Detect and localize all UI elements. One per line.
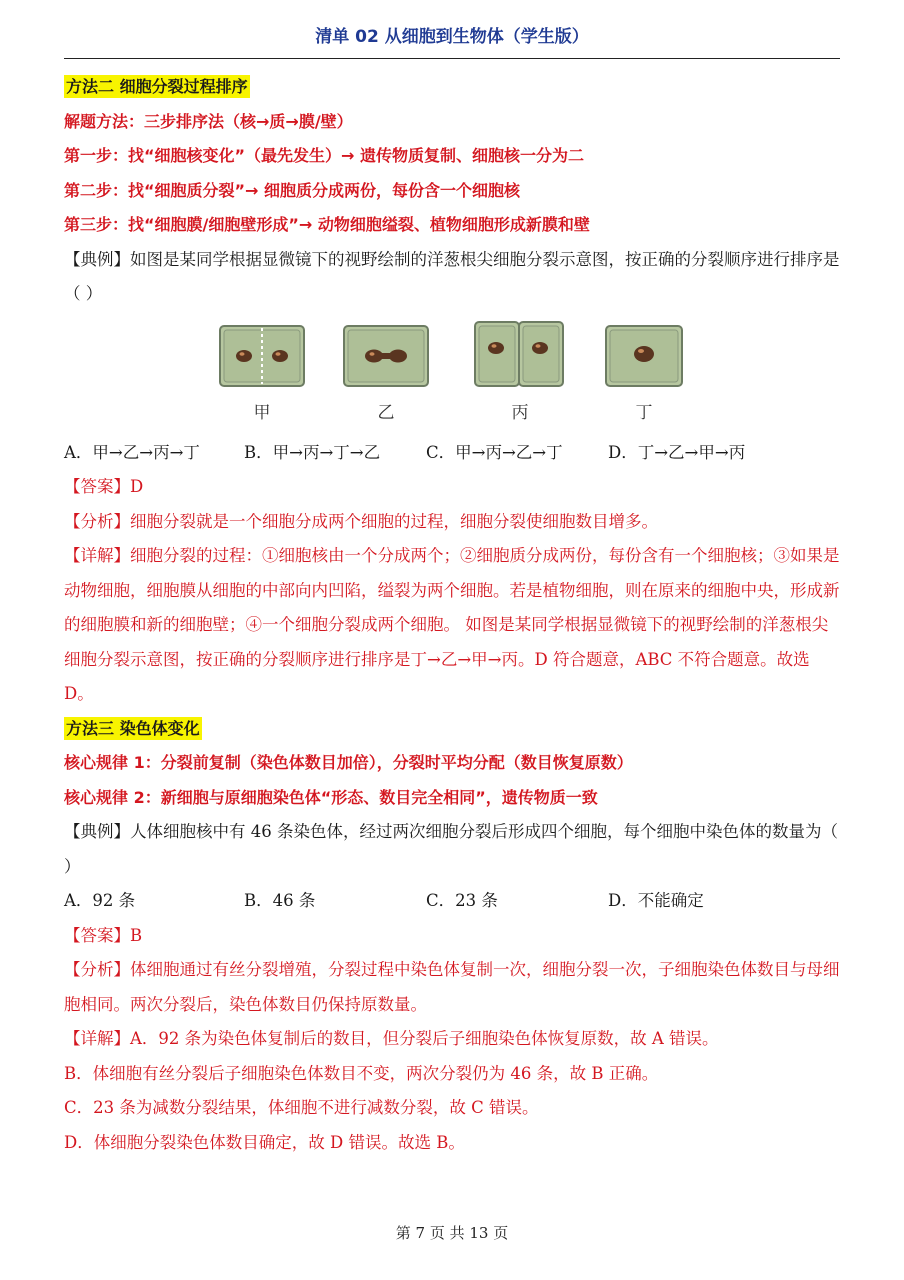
method2-step3: 第三步：找“细胞膜/细胞壁形成”→ 动物细胞缢裂、植物细胞形成新膜和壁 bbox=[64, 215, 590, 234]
method3-rule1: 核心规律 1：分裂前复制（染色体数目加倍），分裂时平均分配（数目恢复原数） bbox=[64, 753, 633, 772]
method3-rule2: 核心规律 2：新细胞与原细胞染色体“形态、数目完全相同”，遗传物质一致 bbox=[64, 787, 598, 807]
cell-diagram-yi bbox=[340, 318, 432, 396]
page-content bbox=[64, 68, 842, 1160]
method2-option-a[interactable]: A．甲→乙→丙→丁 bbox=[64, 442, 200, 462]
method2-options bbox=[64, 436, 842, 471]
method3-detail-a: 【详解】A．92 条为染色体复制后的数目，但分裂后子细胞染色体恢复原数，故 A 错误。 bbox=[64, 1029, 719, 1048]
cell-division-figure bbox=[64, 318, 842, 436]
header-rule bbox=[64, 58, 840, 59]
method3-example-tag: 【典例】 bbox=[64, 822, 130, 841]
method2-detail: 【详解】细胞分裂的过程：①细胞核由一个分成两个；②细胞质分成两份，每份含有一个细胞核；③如果是动物细胞，细胞膜从细胞的中部向内凹陷，缢裂为两个细胞。若是植物细胞，则在原来的细胞中央，形成新的细胞膜和新的细胞壁；④一个细胞分裂成两个细胞。 如图是某同学根据显微镜下的视野绘制的洋葱根尖细胞分裂示意图，按正确的分裂顺序进行排序是丁→乙→甲→丙。D 符合题意，ABC 不符合题意。故选 D。 bbox=[64, 546, 840, 703]
method2-option-d[interactable]: D．丁→乙→甲→丙 bbox=[608, 442, 746, 462]
method3-options bbox=[64, 884, 842, 919]
method3-option-d[interactable]: D．不能确定 bbox=[608, 891, 704, 910]
method3-option-a[interactable]: A．92 条 bbox=[64, 891, 136, 910]
method2-step2: 第二步：找“细胞质分裂”→ 细胞质分成两份，每份含一个细胞核 bbox=[64, 180, 521, 200]
method2-analysis: 【分析】细胞分裂就是一个细胞分成两个细胞的过程，细胞分裂使细胞数目增多。 bbox=[64, 511, 658, 531]
method3-heading-line bbox=[64, 712, 842, 747]
method2-heading-line bbox=[64, 70, 842, 105]
method3-option-c[interactable]: C．23 条 bbox=[426, 891, 498, 910]
method3-option-b[interactable]: B．46 条 bbox=[244, 891, 316, 910]
method2-answer: 【答案】D bbox=[64, 477, 144, 496]
method3-answer: 【答案】B bbox=[64, 925, 143, 945]
label-ding: 丁 bbox=[635, 402, 653, 423]
method3-detail-c: C．23 条为减数分裂结果，体细胞不进行减数分裂，故 C 错误。 bbox=[64, 1098, 539, 1117]
method2-step1: 第一步：找“细胞核变化”（最先发生）→ 遗传物质复制、细胞核一分为二 bbox=[64, 146, 585, 165]
method2-option-c[interactable]: C．甲→丙→乙→丁 bbox=[426, 442, 563, 462]
method3-detail-d: D．体细胞分裂染色体数目确定，故 D 错误。故选 B。 bbox=[64, 1132, 465, 1152]
method2-heading: 方法二 细胞分裂过程排序 bbox=[66, 77, 248, 96]
cell-diagram-bing bbox=[472, 318, 566, 396]
method3-heading: 方法三 染色体变化 bbox=[66, 718, 200, 738]
method3-analysis: 【分析】体细胞通过有丝分裂增殖，分裂过程中染色体复制一次，细胞分裂一次，子细胞染色体数目与母细胞相同。两次分裂后，染色体数目仍保持原数量。 bbox=[64, 960, 840, 1014]
method3-example-text: 人体细胞核中有 46 条染色体，经过两次细胞分裂后形成四个细胞，每个细胞中染色体的数量为（ ） bbox=[64, 822, 838, 876]
method2-rule-intro: 解题方法：三步排序法（核→质→膜/壁） bbox=[64, 111, 353, 131]
method2-example bbox=[64, 243, 842, 312]
cell-diagram-ding bbox=[602, 318, 686, 396]
cell-diagram-jia bbox=[216, 318, 308, 396]
method3-example bbox=[64, 815, 842, 884]
method2-option-b[interactable]: B．甲→丙→丁→乙 bbox=[244, 442, 381, 462]
page-footer-number: 第 7 页 共 13 页 bbox=[395, 1224, 509, 1242]
method2-example-tag: 【典例】 bbox=[64, 249, 130, 269]
label-bing: 丙 bbox=[511, 402, 529, 423]
label-yi: 乙 bbox=[377, 402, 395, 423]
method2-example-text: 如图是某同学根据显微镜下的视野绘制的洋葱根尖细胞分裂示意图，按正确的分裂顺序进行排序是（ ） bbox=[64, 249, 840, 303]
label-jia: 甲 bbox=[253, 402, 271, 423]
page-header-title: 清单 02 从细胞到生物体（学生版） bbox=[315, 27, 589, 47]
method3-detail-b: B．体细胞有丝分裂后子细胞染色体数目不变，两次分裂仍为 46 条，故 B 正确。 bbox=[64, 1063, 659, 1083]
